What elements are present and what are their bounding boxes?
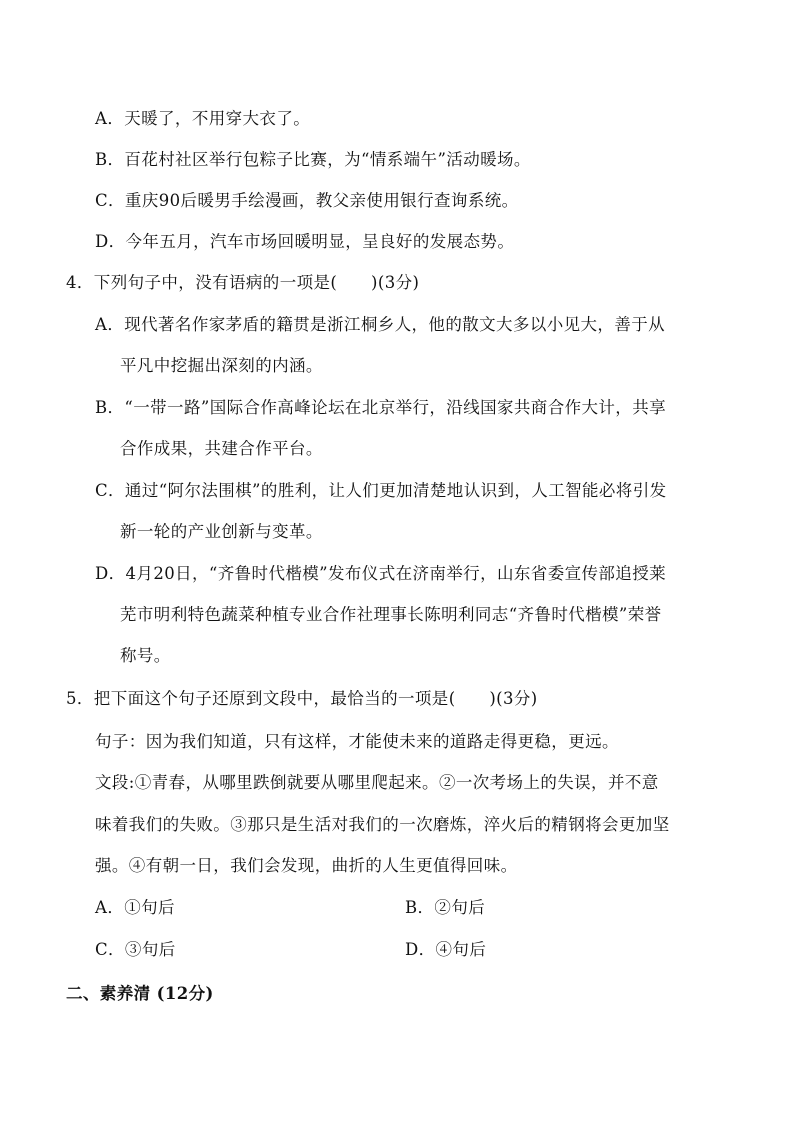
q3-option-c: C．重庆90后暖男手绘漫画，教父亲使用银行查询系统。 [95,191,519,210]
q5-stem: 5．把下面这个句子还原到文段中，最恰当的一项是( )(3分) [66,689,538,708]
q4-option-d-line2: 芜市明利特色蔬菜种植专业合作社理事长陈明利同志“齐鲁时代楷模”荣誉 [120,605,662,624]
q3-option-a: A．天暖了，不用穿大衣了。 [95,109,311,128]
q5-sentence: 句子：因为我们知道，只有这样，才能使未来的道路走得更稳，更远。 [95,732,619,751]
q5-passage-line2: 味着我们的失败。③那只是生活对我们的一次磨炼，淬火后的精钢将会更加坚 [95,815,670,834]
q4-option-a-line2: 平凡中挖掘出深刻的内涵。 [120,356,323,375]
q3-option-b: B．百花村社区举行包粽子比赛，为“情系端午”活动暖场。 [95,150,531,169]
q4-stem: 4．下列句子中，没有语病的一项是( )(3分) [66,273,420,292]
q5-passage-line3: 强。④有朝一日，我们会发现，曲折的人生更值得回味。 [95,856,518,875]
q4-option-b-line1: B．“一带一路”国际合作高峰论坛在北京举行，沿线国家共商合作大计，共享 [95,398,666,417]
q4-option-d-line1: D．4月20日，“齐鲁时代楷模”发布仪式在济南举行，山东省委宣传部追授莱 [95,564,666,583]
q4-option-c-line2: 新一轮的产业创新与变革。 [120,522,323,541]
q5-passage-line1: 文段:①青春，从哪里跌倒就要从哪里爬起来。②一次考场上的失误，并不意 [95,773,659,792]
section2-title: 二、素养清 (12分) [66,984,214,1003]
q4-option-d-line3: 称号。 [120,646,171,665]
q5-option-d: D．④句后 [405,940,487,959]
q4-option-b-line2: 合作成果，共建合作平台。 [120,439,323,458]
q5-option-c: C．③句后 [95,940,176,959]
q3-option-d: D．今年五月，汽车市场回暖明显，呈良好的发展态势。 [95,232,515,251]
q5-option-a: A．①句后 [95,898,175,917]
q4-option-c-line1: C．通过“阿尔法围棋”的胜利，让人们更加清楚地认识到，人工智能必将引发 [95,481,667,500]
q5-option-b: B．②句后 [405,898,486,917]
q4-option-a-line1: A．现代著名作家茅盾的籍贯是浙江桐乡人，他的散文大多以小见大，善于从 [95,315,666,334]
